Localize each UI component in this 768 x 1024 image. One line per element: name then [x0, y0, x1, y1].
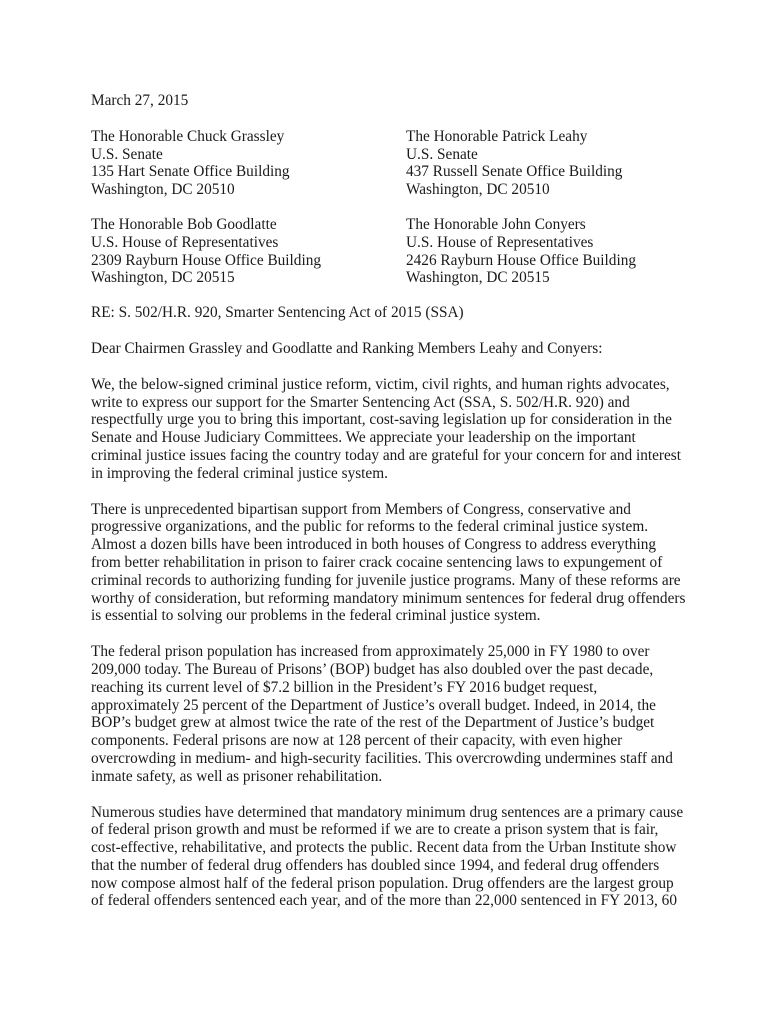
paragraph-line: that the number of federal drug offenders has doubled since 1994, and federal drug offenders [91, 856, 660, 874]
recipient-chamber: U.S. Senate [406, 145, 478, 163]
paragraph-line: approximately 25 percent of the Department of Justice’s overall budget. Indeed, in 2014, the [91, 696, 656, 714]
recipient-chamber: U.S. Senate [91, 145, 163, 163]
paragraph-line: write to express our support for the Smarter Sentencing Act (SSA, S. 502/H.R. 920) and [91, 393, 630, 411]
paragraph-line: now compose almost half of the federal prison population. Drug offenders are the largest group [91, 874, 674, 892]
paragraph-line: components. Federal prisons are now at 128 percent of their capacity, with even higher [91, 732, 623, 750]
recipient-chamber: U.S. House of Representatives [91, 233, 279, 251]
paragraph-line: inmate safety, as well as prisoner rehabilitation. [91, 767, 383, 785]
recipient-name: The Honorable Chuck Grassley [91, 127, 285, 145]
recipient-name: The Honorable Patrick Leahy [406, 127, 588, 145]
paragraph-line: Senate and House Judiciary Committees. We appreciate your leadership on the important [91, 429, 636, 447]
recipient-address-conyers [406, 216, 721, 287]
letter-page [91, 92, 691, 928]
paragraph-line: in improving the federal criminal justice system. [91, 464, 388, 482]
recipient-name: The Honorable John Conyers [406, 215, 586, 233]
body-paragraph-support [91, 376, 691, 483]
recipient-city: Washington, DC 20515 [91, 269, 235, 287]
recipient-office: 2309 Rayburn House Office Building [91, 251, 321, 269]
paragraph-line: of federal offenders sentenced each year, and of the more than 22,000 sentenced in FY 2013, 60 [91, 892, 677, 910]
recipient-address-goodlatte [91, 216, 406, 287]
paragraph-line: cost-effective, rehabilitative, and protects the public. Recent data from the Urban Institute show [91, 839, 677, 857]
paragraph-line: is essential to solving our problems in the federal criminal justice system. [91, 607, 541, 625]
paragraph-line: overcrowding in medium- and high-security facilities. This overcrowding undermines staff and [91, 749, 673, 767]
body-paragraph-prison-population [91, 643, 691, 785]
paragraph-line: respectfully urge you to bring this important, cost-saving legislation up for consideration in the [91, 411, 672, 429]
recipient-city: Washington, DC 20510 [91, 181, 235, 199]
paragraph-line: of federal prison growth and must be reformed if we are to create a prison system that is fair, [91, 821, 659, 839]
paragraph-line: worthy of consideration, but reforming mandatory minimum sentences for federal drug offenders [91, 589, 686, 607]
recipient-city: Washington, DC 20515 [406, 269, 550, 287]
recipient-city: Washington, DC 20510 [406, 181, 550, 199]
recipient-chamber: U.S. House of Representatives [406, 233, 594, 251]
paragraph-line: reaching its current level of $7.2 billion in the President’s FY 2016 budget request, [91, 678, 598, 696]
salutation: Dear Chairmen Grassley and Goodlatte and Ranking Members Leahy and Conyers: [91, 339, 603, 357]
paragraph-line: criminal records to authorizing funding for juvenile justice programs. Many of these reforms are [91, 571, 681, 589]
body-paragraph-mandatory-minimums [91, 804, 691, 911]
paragraph-line: The federal prison population has increased from approximately 25,000 in FY 1980 to over [91, 643, 650, 661]
letter-date: March 27, 2015 [91, 92, 189, 109]
paragraph-line: We, the below-signed criminal justice reform, victim, civil rights, and human rights advocates, [91, 375, 670, 393]
recipient-office: 135 Hart Senate Office Building [91, 163, 290, 181]
paragraph-line: Almost a dozen bills have been introduced in both houses of Congress to address everything [91, 536, 657, 554]
recipient-address-leahy [406, 128, 721, 199]
recipient-row-house [91, 216, 691, 287]
recipient-office: 437 Russell Senate Office Building [406, 163, 623, 181]
paragraph-line: criminal justice issues facing the country today and are grateful for your concern for and interest [91, 446, 681, 464]
paragraph-line: from better rehabilitation in prison to fairer crack cocaine sentencing laws to expungement of [91, 553, 663, 571]
paragraph-line: 209,000 today. The Bureau of Prisons’ (BOP) budget has also doubled over the past decade, [91, 660, 654, 678]
paragraph-line: There is unprecedented bipartisan support from Members of Congress, conservative and [91, 500, 631, 518]
paragraph-line: BOP’s budget grew at almost twice the rate of the rest of the Department of Justice’s budget [91, 714, 655, 732]
recipient-office: 2426 Rayburn House Office Building [406, 251, 636, 269]
recipient-name: The Honorable Bob Goodlatte [91, 215, 277, 233]
recipient-address-grassley [91, 128, 406, 199]
recipient-row-senate [91, 128, 691, 199]
paragraph-line: progressive organizations, and the public for reforms to the federal criminal justice system. [91, 518, 649, 536]
body-paragraph-bipartisan [91, 501, 691, 626]
paragraph-line: Numerous studies have determined that mandatory minimum drug sentences are a primary cause [91, 803, 684, 821]
re-line: RE: S. 502/H.R. 920, Smarter Sentencing Act of 2015 (SSA) [91, 304, 464, 322]
